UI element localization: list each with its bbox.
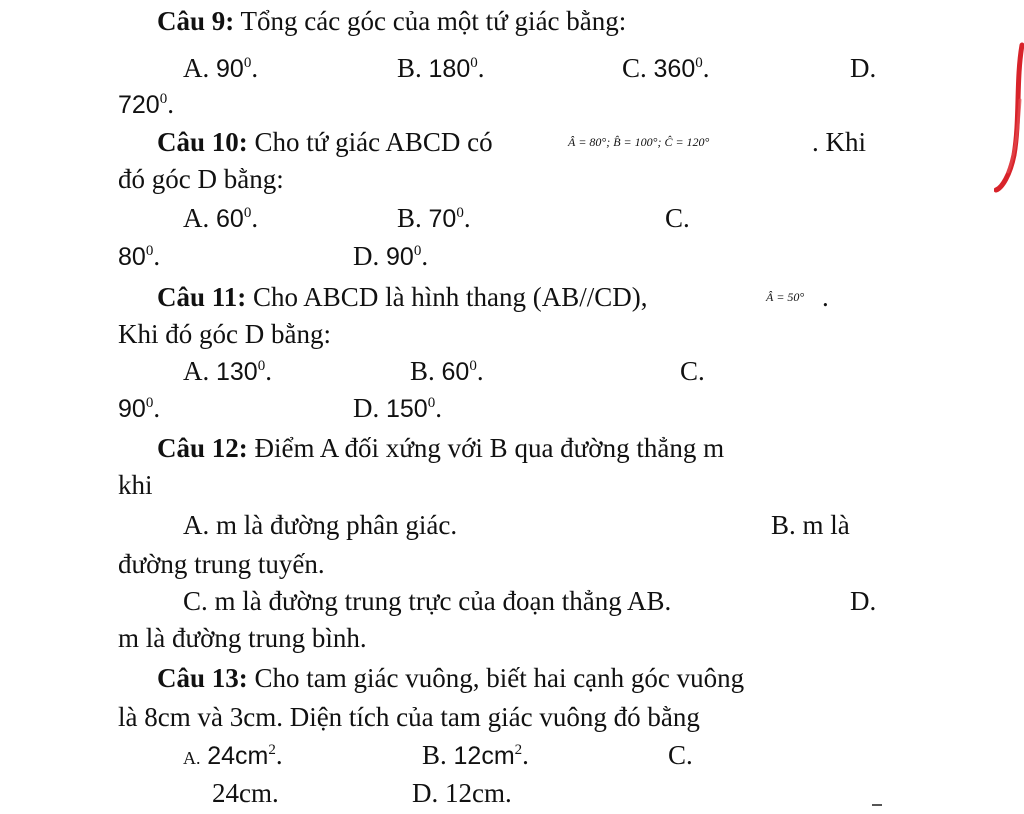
q10-option-c: $80^0$. [118,241,161,271]
q9-option-a: A. $90^0$. [183,53,259,83]
q9-option-c: C. $360^0$. [622,53,710,83]
q12-option-a: A. m là đường phân giác. [183,510,458,540]
q12-option-d: D. [850,586,877,616]
q11-option-b: B. $60^0$. [410,356,484,386]
q10-formula: Â = 80°; B̂ = 100°; Ĉ = 120° [568,135,710,149]
q9-question [157,8,626,35]
q13-line2: là 8cm và 3cm. Diện tích của tam giác vuông đó bằng [118,702,700,732]
q9-option-d: $720^0$. [118,89,174,119]
q12-heading: Câu 12: [157,433,248,463]
q11-option-c-label: C. [680,356,705,386]
q10-tail: . Khi [812,127,866,157]
q13-option-c-label: C. [668,740,693,770]
q10-text: Cho tứ giác ABCD có [247,127,493,157]
q13-question [157,665,744,692]
q11-question [157,284,648,311]
q12-option-d-cont: m là đường trung bình. [118,623,367,653]
q12-text: Điểm A đối xứng với B qua đường thẳng m [247,433,725,463]
q13-option-c: 24cm. [212,778,279,808]
q12-question [157,435,724,462]
q10-option-d: D. $90^0$. [353,241,429,271]
q13-heading: Câu 13: [157,663,248,693]
q13-text: Cho tam giác vuông, biết hai cạnh góc vuông [247,663,745,693]
q10-line2: đó góc D bằng: [118,164,284,194]
q9-option-b: B. $180^0$. [397,53,485,83]
q10-question [157,129,493,156]
q11-option-d: D. $150^0$. [353,393,442,423]
q12-line2: khi [118,470,153,500]
q9-option-d-label: D. [850,53,877,83]
q10-heading: Câu 10: [157,127,248,157]
q9-heading: Câu 9: [157,6,235,36]
q9-text: Tổng các góc của một tứ giác bằng: [234,6,627,36]
q11-heading: Câu 11: [157,282,247,312]
q12-option-c: C. m là đường trung trực của đoạn thẳng AB. [183,586,672,616]
q11-option-c: $90^0$. [118,393,161,423]
q11-text: Cho ABCD là hình thang (AB//CD), [246,282,648,312]
q10-option-c-label: C. [665,203,690,233]
q12-option-b-cont: đường trung tuyến. [118,549,325,579]
q10-option-b: B. $70^0$. [397,203,471,233]
q13-option-a: A. $24cm^2$. [183,740,283,770]
q11-tail: . [822,282,829,312]
q12-option-b: B. m là [771,510,850,540]
q11-formula: Â = 50° [766,290,805,304]
red-pen-mark [994,40,1024,210]
q13-option-d: D. 12cm. [412,778,512,808]
q11-option-a: A. $130^0$. [183,356,272,386]
q13-option-b: B. $12cm^2$. [422,740,529,770]
q11-line2: Khi đó góc D bằng: [118,319,331,349]
stray-mark [872,804,882,806]
q10-option-a: A. $60^0$. [183,203,259,233]
